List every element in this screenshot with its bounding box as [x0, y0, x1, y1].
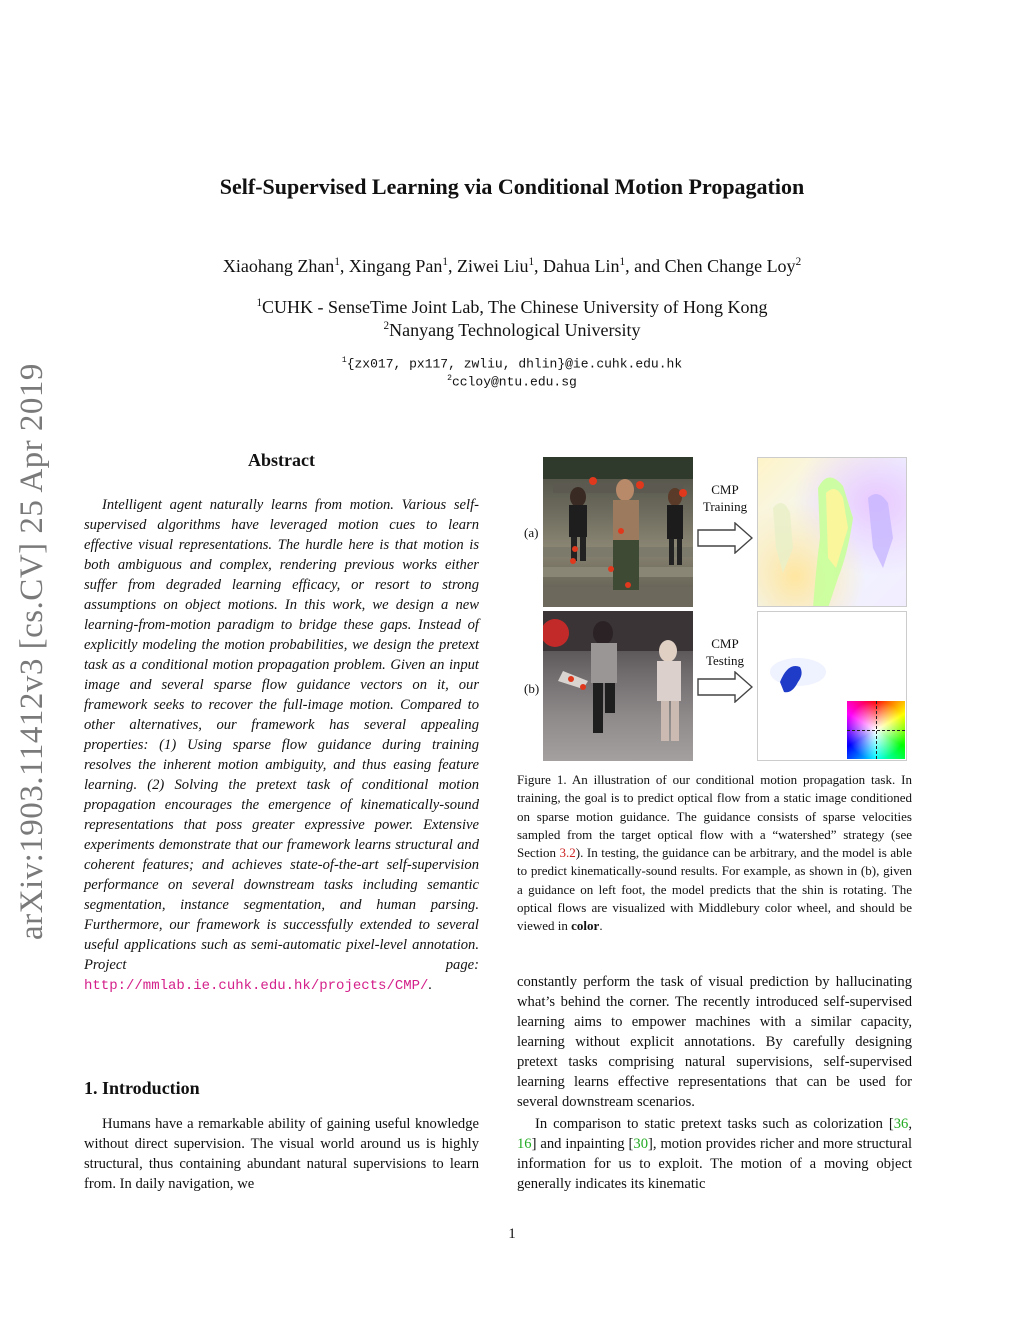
author-1: Xiaohang Zhan: [222, 256, 335, 276]
optical-flow-result-b: [757, 611, 907, 761]
intro-paragraph-1: Humans have a remarkable ability of gaining useful knowledge without direct supervision. The visual world around us is highly structural, thus containing abundant natural supervisions to learn from. In daily navigation, we: [84, 1116, 479, 1192]
paper-title: Self-Supervised Learning via Conditional Motion Propagation: [219, 174, 805, 199]
arrow-right-icon: [697, 671, 753, 703]
abstract-body: Intelligent agent naturally learns from motion. Various self-supervised algorithms have leveraged motion cues to learn effective visual representations. The hurdle here is that motion is both ambiguous and complex, rendering previous works either suffer from degraded learning efficacy, or resort to strong assumptions on object motions. In this work, we design a new learning-from-motion paradigm to bridge these gaps. Instead of explicitly modeling the motion probabilities, we design the pretext task as a conditional motion propagation problem. Given an input image and several sparse flow guidance vectors on it, our framework seeks to recover the full-image motion. Compared to other alternatives, our framework has several appealing properties: (1) Using sparse flow guidance during training resolves the inherent motion ambiguity, and thus easing feature learning. (2) Solving the pretext task of conditional motion propagation encourages the emergence of kinematically-sound representations that poss greater expressive power. Extensive experiments demonstrate that our framework learns structural and coherent features; and achieves state-of-the-art self-supervision performance on several downstream tasks including semantic segmentation, instance segmentation, and human parsing. Furthermore, our framework is successfully extended to several useful applications such as semi-automatic pixel-level annotation. Project page: http://mmlab.ie.cuhk.edu.hk/projects/CMP/.: [84, 497, 479, 994]
author-3: Ziwei Liu: [456, 256, 529, 276]
section-heading-introduction: 1. Introduction: [84, 1078, 200, 1098]
figure-image-b-dancers: [543, 611, 693, 761]
email-2: $^2$ccloy@ntu.edu.sg: [447, 374, 577, 390]
optical-flow-result-a: [757, 457, 907, 607]
cmp-testing-label: CMP Testing: [705, 636, 745, 668]
figure-caption: Figure 1. An illustration of our conditional motion propagation task. In training, the goal is to predict optical flow from a static image conditioned on sparse motion guidance. The guidance consists of sparse velocities sampled from the target optical flow with a “watershed” strategy (see Section 3.2). In testing, the guidance can be arbitrary, and the model is able to predict kinematically-sound results. For example, as shown in (b), given a guidance on left foot, the model predicts that the shin is rotating. The optical flows are visualized with Middlebury color wheel, and should be viewed in color.: [517, 772, 913, 934]
citation-30[interactable]: 30: [633, 1136, 648, 1152]
intro-paragraph-right-1: constantly perform the task of visual prediction by hallucinating what’s behind the corner. The recently introduced self-supervised learning aims to empower machines with a similar capacity, learning without explicit annotations. By carefully designing pretext tasks comprising natural supervisions, self-supervised learning learns effective representations that can be used for several downstream scenarios.: [517, 974, 912, 1110]
figure-label-a: (a): [524, 525, 539, 540]
affiliation-1: $^1$CUHK - SenseTime Joint Lab, The Chinese University of Hong Kong: [256, 297, 768, 317]
figure-label-b: (b): [524, 681, 540, 696]
intro-paragraph-right-2: In comparison to static pretext tasks such as colorization [36, 16] and inpainting [30], motion provides richer and more structural information for us to exploit. The motion of a moving object generally indicates its kinematic: [517, 1116, 912, 1192]
author-4: Dahua Lin: [543, 256, 620, 276]
author-2: Xingang Pan: [348, 256, 443, 276]
email-1: $^1${zx017, px117, zwliu, dhlin}@ie.cuhk.edu.hk: [341, 356, 683, 372]
abstract-heading: Abstract: [248, 450, 315, 470]
flow-field-a: [758, 458, 907, 607]
affiliation-2: $^2$Nanyang Technological University: [383, 320, 641, 340]
author-list: Xiaohang Zhan$^1$, Xingang Pan$^1$, Ziwei Liu$^1$, Dahua Lin$^1$, and Chen Change Loy$^2$: [222, 256, 802, 276]
section-ref-link[interactable]: 3.2: [559, 845, 576, 861]
citation-36[interactable]: 36: [893, 1116, 909, 1132]
dancers-illustration-a: [543, 457, 693, 607]
figure-image-a-dancers: [543, 457, 693, 607]
arxiv-stamp: arXiv:1903.11412v3 [cs.CV] 25 Apr 2019: [14, 363, 50, 940]
dancers-illustration-b: [543, 611, 693, 761]
cmp-training-label: CMP Training: [702, 482, 748, 514]
citation-16[interactable]: 16: [517, 1136, 532, 1152]
arrow-right-icon: [697, 522, 753, 554]
middlebury-color-wheel: [847, 701, 905, 759]
project-page-link[interactable]: http://mmlab.ie.cuhk.edu.hk/projects/CMP/: [84, 978, 429, 994]
author-5: and Chen Change Loy: [634, 256, 796, 276]
page-number: 1: [508, 1226, 516, 1242]
